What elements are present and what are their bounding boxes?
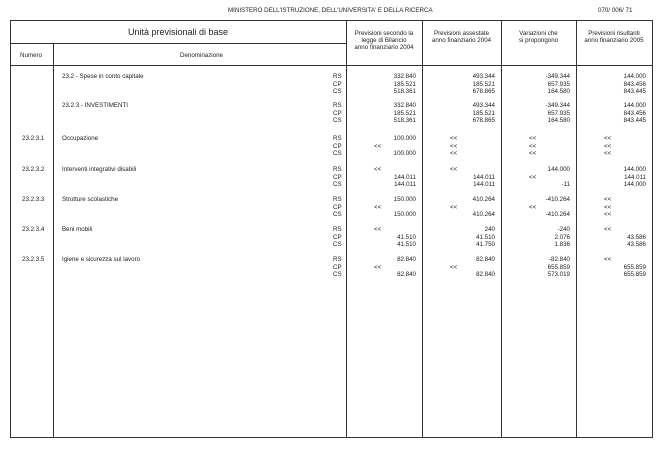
- row-denominazione: Beni mobili: [62, 226, 93, 233]
- cell-variazioni: -11: [561, 181, 570, 189]
- row-kind-label: CP: [333, 263, 342, 271]
- cell-risultanti: 144.000: [623, 181, 646, 189]
- cell-assestate: <<: [450, 142, 458, 150]
- cell-assestate: 41.510: [476, 233, 495, 241]
- cell-legge-bilancio: 82.840: [397, 271, 416, 279]
- row-kind-label: RS: [333, 196, 342, 203]
- row-kind-label: RS: [333, 256, 342, 263]
- row-denominazione: 23.2.3 - INVESTIMENTI: [62, 102, 129, 109]
- cell-assestate: 185.521: [472, 109, 495, 117]
- cell-risultanti: 843.456: [623, 80, 646, 88]
- cell-variazioni: 1.836: [554, 241, 570, 249]
- cell-legge-bilancio: <<: [374, 226, 382, 233]
- row-denominazione: Occupazione: [62, 135, 99, 142]
- row-numero: 23.2.3.1: [22, 135, 45, 142]
- row-kind-label: CS: [333, 150, 342, 158]
- header-col-variazioni: Variazioni che si propongono: [518, 30, 559, 44]
- col-sep-numero: [53, 43, 54, 438]
- row-kind-label: CS: [333, 117, 342, 125]
- cell-legge-bilancio: 100.000: [393, 135, 416, 142]
- cell-variazioni: <<: [529, 173, 537, 181]
- cell-variazioni: 573.019: [547, 271, 570, 279]
- cell-legge-bilancio: 41.510: [397, 233, 416, 241]
- cell-variazioni: 657.935: [547, 109, 570, 117]
- cell-assestate: 678.865: [472, 88, 495, 96]
- cell-assestate: 144.011: [473, 173, 495, 181]
- cell-variazioni: <<: [529, 135, 537, 142]
- row-kind-label: CS: [333, 241, 342, 249]
- cell-legge-bilancio: <<: [374, 203, 382, 211]
- row-kind-label: CS: [333, 181, 342, 189]
- cell-assestate: <<: [450, 203, 458, 211]
- cell-assestate: 493.344: [472, 102, 495, 109]
- cell-assestate: 82.840: [476, 271, 495, 279]
- cell-risultanti: 144.011: [624, 173, 646, 181]
- row-denominazione: Interventi integrativi disabili: [62, 166, 137, 173]
- cell-risultanti: 144.000: [623, 102, 646, 109]
- cell-legge-bilancio: <<: [374, 142, 382, 150]
- table-bottom-border: [10, 437, 653, 438]
- cell-legge-bilancio: 150.000: [393, 196, 416, 203]
- cell-legge-bilancio: 82.840: [397, 256, 416, 263]
- header-bottom-border: [10, 65, 653, 66]
- cell-variazioni: 164.580: [547, 88, 570, 96]
- cell-legge-bilancio: 518.361: [393, 88, 416, 96]
- cell-legge-bilancio: 144.011: [394, 173, 416, 181]
- page-reference: 070/ 006/ 71: [598, 7, 633, 14]
- cell-variazioni: <<: [529, 203, 537, 211]
- cell-variazioni: <<: [529, 150, 537, 158]
- cell-risultanti: <<: [604, 135, 612, 142]
- cell-risultanti: 655.859: [623, 271, 646, 279]
- cell-legge-bilancio: 100.000: [393, 150, 416, 158]
- cell-assestate: 41.750: [476, 241, 495, 249]
- row-kind-label: RS: [333, 166, 342, 173]
- cell-risultanti: 144.000: [623, 73, 646, 80]
- row-numero: 23.2.3.4: [22, 226, 45, 233]
- cell-legge-bilancio: 144.011: [394, 181, 416, 189]
- cell-legge-bilancio: 185.521: [393, 80, 416, 88]
- row-kind-label: CS: [333, 88, 342, 96]
- cell-variazioni: -410.264: [545, 196, 570, 203]
- cell-assestate: 240: [484, 226, 495, 233]
- row-kind-label: CP: [333, 80, 342, 88]
- cell-risultanti: 43.586: [627, 233, 646, 241]
- header-col-assestate: Previsioni assestate anno finanziario 2004: [431, 30, 492, 44]
- cell-legge-bilancio: 41.510: [397, 241, 416, 249]
- header-col-risultanti: Previsioni risultanti anno finanziario 2005: [584, 30, 644, 44]
- cell-legge-bilancio: <<: [374, 263, 382, 271]
- cell-assestate: 185.521: [472, 80, 495, 88]
- row-kind-label: CP: [333, 142, 342, 150]
- row-kind-label: RS: [333, 226, 342, 233]
- cell-legge-bilancio: <<: [374, 166, 382, 173]
- cell-assestate: <<: [450, 150, 458, 158]
- cell-legge-bilancio: 150.000: [393, 211, 416, 219]
- cell-variazioni: -349.344: [545, 73, 570, 80]
- row-kind-label: CP: [333, 173, 342, 181]
- cell-variazioni: -82.840: [549, 256, 570, 263]
- cell-risultanti: 43.586: [627, 241, 646, 249]
- header-inner-border: [10, 43, 346, 44]
- table-left-border: [10, 20, 11, 438]
- row-numero: 23.2.3.2: [22, 166, 45, 173]
- cell-risultanti: <<: [604, 203, 612, 211]
- cell-assestate: 493.344: [472, 73, 495, 80]
- cell-legge-bilancio: 332.840: [393, 102, 416, 109]
- cell-assestate: 410.264: [472, 211, 495, 219]
- row-kind-label: RS: [333, 135, 342, 142]
- cell-risultanti: <<: [604, 196, 612, 203]
- cell-risultanti: 843.456: [623, 109, 646, 117]
- cell-variazioni: 657.935: [547, 80, 570, 88]
- cell-assestate: <<: [450, 263, 458, 271]
- row-kind-label: CP: [333, 233, 342, 241]
- cell-variazioni: 144.000: [547, 166, 570, 173]
- cell-variazioni: 655.859: [547, 263, 570, 271]
- cell-variazioni: 2.076: [554, 233, 570, 241]
- cell-risultanti: <<: [604, 142, 612, 150]
- table-right-border: [652, 20, 653, 438]
- header-col-legge-bilancio: Previsioni secondo la legge di Bilancio anno finanziario 2004: [354, 30, 414, 51]
- cell-risultanti: <<: [604, 226, 612, 233]
- cell-assestate: <<: [450, 135, 458, 142]
- cell-assestate: 82.840: [476, 256, 495, 263]
- cell-variazioni: -410.264: [545, 211, 570, 219]
- row-kind-label: CP: [333, 203, 342, 211]
- row-kind-label: RS: [333, 73, 342, 80]
- row-kind-label: CS: [333, 211, 342, 219]
- row-numero: 23.2.3.5: [22, 256, 45, 263]
- cell-risultanti: <<: [604, 211, 612, 219]
- ministry-title: MINISTERO DELL'ISTRUZIONE, DELL'UNIVERSITA' E DELLA RICERCA: [228, 7, 433, 14]
- header-numero: Numero: [20, 52, 43, 59]
- row-kind-label: CS: [333, 271, 342, 279]
- cell-risultanti: <<: [604, 256, 612, 263]
- cell-legge-bilancio: 332.840: [393, 73, 416, 80]
- row-denominazione: Strutture scolastiche: [62, 196, 119, 203]
- header-unita: Unità previsionali di base: [127, 27, 229, 37]
- cell-assestate: <<: [450, 166, 458, 173]
- row-denominazione: Igiene e sicurezza sul lavoro: [62, 256, 141, 263]
- cell-legge-bilancio: 185.521: [393, 109, 416, 117]
- cell-risultanti: <<: [604, 150, 612, 158]
- row-kind-label: CP: [333, 109, 342, 117]
- header-denominazione: Denominazione: [180, 52, 223, 59]
- cell-assestate: 144.011: [473, 181, 495, 189]
- row-kind-label: RS: [333, 102, 342, 109]
- cell-assestate: 678.865: [472, 117, 495, 125]
- cell-assestate: 410.264: [472, 196, 495, 203]
- table-top-border: [10, 20, 653, 21]
- cell-risultanti: 144.000: [623, 166, 646, 173]
- cell-risultanti: 843.445: [623, 117, 646, 125]
- cell-variazioni: <<: [529, 142, 537, 150]
- cell-risultanti: 655.859: [623, 263, 646, 271]
- cell-variazioni: -240: [557, 226, 570, 233]
- row-denominazione: 23.2 - Spese in conto capitale: [62, 73, 144, 80]
- cell-variazioni: -349.344: [545, 102, 570, 109]
- cell-variazioni: 164.580: [547, 117, 570, 125]
- row-numero: 23.2.3.3: [22, 196, 45, 203]
- cell-legge-bilancio: 518.361: [393, 117, 416, 125]
- cell-risultanti: 843.445: [623, 88, 646, 96]
